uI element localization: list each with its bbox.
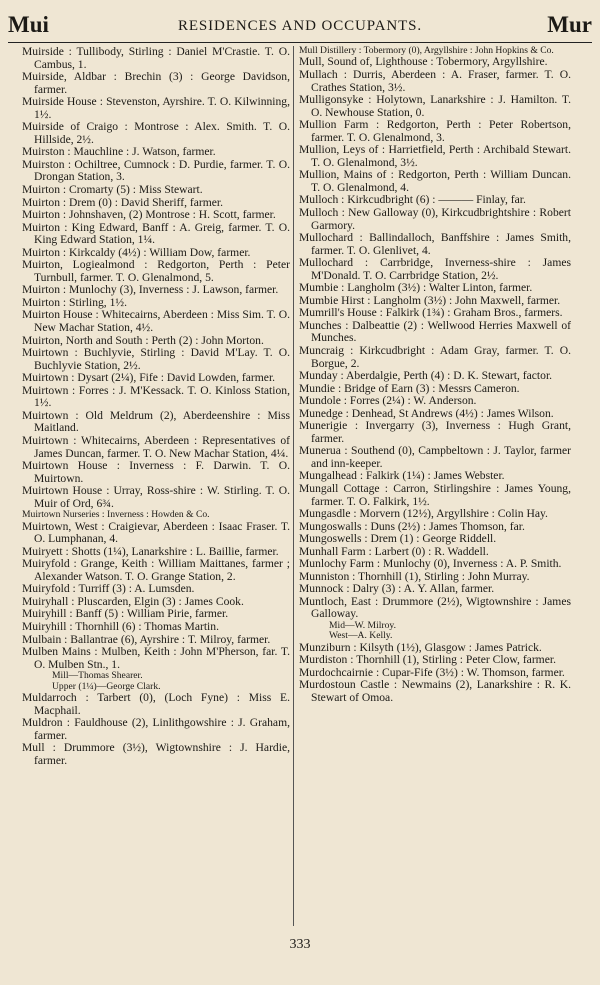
entry: Mulloch : New Galloway (0), Kirkcudbrightshire : Robert Garmory. bbox=[299, 205, 571, 232]
entry: Munziburn : Kilsyth (1½), Glasgow : James Patrick. bbox=[299, 640, 542, 654]
entry: Mungalhead : Falkirk (1¼) : James Webster. bbox=[299, 469, 505, 483]
entry: Muiryhill : Thornhill (6) : Thomas Martin. bbox=[22, 620, 219, 634]
entry: Munlochy Farm : Munlochy (0), Inverness : A. P. Smith. bbox=[299, 557, 562, 571]
entry: Muldarroch : Tarbert (0), (Loch Fyne) : Miss E. Macphail. bbox=[22, 691, 290, 717]
entry: Muirtown : Whitecairns, Aberdeen : Representatives of James Duncan, farmer. T. O. New Machar Station, 4¼. bbox=[22, 433, 290, 460]
sub-entry: Mid—W. Milroy. bbox=[329, 620, 396, 632]
entry: Mull, Sound of, Lighthouse : Tobermory, Argyllshire. bbox=[299, 55, 548, 69]
entry: Muirton : Johnshaven, (2) Montrose : H. Scott, farmer. bbox=[22, 208, 276, 222]
entry: Mundole : Forres (2¼) : W. Anderson. bbox=[299, 394, 477, 408]
entry: Munedge : Denhead, St Andrews (4½) : James Wilson. bbox=[299, 406, 554, 420]
entry: Muldron : Fauldhouse (2), Linlithgowshire : J. Graham, farmer. bbox=[22, 716, 290, 742]
entry: Mullochard : Ballindalloch, Banffshire : James Smith, farmer. T. O. Glenlivet, 4. bbox=[299, 231, 571, 257]
entry: Munnock : Dalry (3) : A. Y. Allan, farmer. bbox=[299, 582, 495, 596]
entry: Mulben Mains : Mulben, Keith : John M'Pherson, far. T. O. Mulben Stn., 1. bbox=[22, 645, 290, 671]
entry: Mull Distillery : Tobermory (0), Argyllshire : John Hopkins & Co. bbox=[299, 45, 554, 56]
entry: Muirside House : Stevenston, Ayrshire. T. O. Kilwinning, 1½. bbox=[22, 95, 290, 121]
entry: Murdostoun Castle : Newmains (2), Lanarkshire : R. K. Stewart of Omoa. bbox=[299, 678, 571, 705]
entry: Muirtown, West : Craigievar, Aberdeen : Isaac Fraser. T. O. Lumphanan, 4. bbox=[22, 519, 290, 546]
page-header bbox=[8, 12, 592, 42]
entry: Muiryfold : Grange, Keith : William Maittanes, farmer ; Alexander Watson. T. O. Grange Station, 2. bbox=[22, 557, 290, 583]
entry: Mundie : Bridge of Earn (3) : Messrs Cameron. bbox=[299, 381, 520, 395]
entry: Mungoswells : Drem (1) : George Riddell. bbox=[299, 532, 497, 546]
entry: Munday : Aberdalgie, Perth (4) : D. K. Stewart, factor. bbox=[299, 369, 553, 383]
entry: Muirston : Mauchline : J. Watson, farmer. bbox=[22, 145, 216, 159]
entry: Muirton : Munlochy (3), Inverness : J. Lawson, farmer. bbox=[22, 283, 279, 297]
entry: Muirtown : Dysart (2¼), Fife : David Lowden, farmer. bbox=[22, 371, 276, 385]
entry: Muirton House : Whitecairns, Aberdeen : Miss Sim. T. O. New Machar Station, 4½. bbox=[22, 308, 290, 335]
entry: Muirton : Kirkcaldy (4½) : William Dow, farmer. bbox=[22, 245, 251, 259]
entry: Muiryett : Shotts (1¼), Lanarkshire : L. Baillie, farmer. bbox=[22, 544, 279, 558]
entry: Muiryhall : Pluscarden, Elgin (3) : James Cook. bbox=[22, 594, 244, 608]
entry: Mumbie : Langholm (3½) : Walter Linton, farmer. bbox=[299, 281, 533, 295]
entry: Muirton, Logiealmond : Redgorton, Perth : Peter Turnbull, farmer. T. O. Glenalmond, 5. bbox=[22, 258, 290, 284]
entry: Munhall Farm : Larbert (0) : R. Waddell. bbox=[299, 544, 489, 558]
header-rule bbox=[8, 42, 592, 43]
entry: Mungall Cottage : Carron, Stirlingshire : James Young, farmer. T. O. Falkirk, 1½. bbox=[299, 482, 571, 508]
entry: Muirside, Aldbar : Brechin (3) : George Davidson, farmer. bbox=[22, 70, 290, 96]
header-right-catchword: Mur bbox=[547, 12, 592, 37]
entry: Muirtown : Buchlyvie, Stirling : David M'Lay. T. O. Buchlyvie Station, 2½. bbox=[22, 346, 290, 372]
entry: Mullion, Mains of : Redgorton, Perth : William Duncan. T. O. Glenalmond, 4. bbox=[299, 168, 571, 194]
entry: Muiryfold : Turriff (3) : A. Lumsden. bbox=[22, 582, 195, 596]
entry: Muirtown House : Inverness : F. Darwin. T. O. Muirtown. bbox=[22, 459, 290, 485]
sub-entry: West—A. Kelly. bbox=[329, 630, 393, 642]
entry: Muiryhill : Banff (5) : William Pirie, farmer. bbox=[22, 607, 229, 621]
entry: Mungoswalls : Duns (2½) : James Thomson, far. bbox=[299, 519, 525, 533]
entry: Muirton : Drem (0) : David Sheriff, farmer. bbox=[22, 195, 224, 209]
entry: Muirton, North and South : Perth (2) : John Morton. bbox=[22, 333, 264, 347]
entry: Munches : Dalbeattie (2) : Wellwood Herries Maxwell of Munches. bbox=[299, 318, 571, 345]
entry: Muncraig : Kirkcudbright : Adam Gray, farmer. T. O. Borgue, 2. bbox=[299, 343, 571, 370]
entry: Muirtown House : Urray, Ross-shire : W. Stirling. T. O. Muir of Ord, 6¾. bbox=[22, 484, 290, 510]
sub-entry: Mill—Thomas Shearer. bbox=[52, 670, 143, 682]
sub-entry: Upper (1¼)—George Clark. bbox=[52, 680, 161, 692]
page-title: RESIDENCES AND OCCUPANTS. bbox=[177, 18, 423, 34]
entry: Muirtown : Forres : J. M'Kessack. T. O. Kinloss Station, 1½. bbox=[22, 383, 290, 410]
entry: Muirton : King Edward, Banff : A. Greig, farmer. T. O. King Edward Station, 1¼. bbox=[22, 220, 290, 247]
left-column bbox=[22, 46, 290, 767]
entry: Mumrill's House : Falkirk (1¾) : Graham Bros., farmers. bbox=[299, 306, 563, 320]
entry: Mulloch : Kirkcudbright (6) : ——— Finlay, far. bbox=[299, 193, 526, 207]
entry: Mullach : Durris, Aberdeen : A. Fraser, farmer. T. O. Crathes Station, 3½. bbox=[299, 67, 571, 94]
entry: Mumbie Hirst : Langholm (3½) : John Maxwell, farmer. bbox=[299, 293, 561, 307]
entry: Murdochcairnie : Cupar-Fife (3½) : W. Thomson, farmer. bbox=[299, 665, 565, 679]
entry: Muirton : Stirling, 1½. bbox=[22, 295, 127, 309]
entry: Munerigie : Invergarry (3), Inverness : Hugh Grant, farmer. bbox=[299, 419, 571, 445]
header-left-catchword: Mui bbox=[8, 12, 49, 37]
entry: Munniston : Thornhill (1), Stirling : John Murray. bbox=[299, 569, 530, 583]
right-column bbox=[299, 46, 571, 705]
entry: Muirston : Ochiltree, Cumnock : D. Purdie, farmer. T. O. Drongan Station, 3. bbox=[22, 157, 290, 184]
entry: Munerua : Southend (0), Campbeltown : J. Taylor, farmer and inn-keeper. bbox=[299, 444, 571, 470]
page-number: 333 bbox=[289, 937, 311, 952]
entry: Mullion, Leys of : Harrietfield, Perth : Archibald Stewart. T. O. Glenalmond, 3½. bbox=[299, 143, 571, 169]
entry: Mungasdle : Morvern (12½), Argyllshire : Colin Hay. bbox=[299, 507, 548, 521]
entry: Mulbain : Ballantrae (6), Ayrshire : T. Milroy, farmer. bbox=[22, 632, 271, 646]
entry: Muirton : Cromarty (5) : Miss Stewart. bbox=[22, 183, 203, 197]
entry: Muirside : Tullibody, Stirling : Daniel M'Crastie. T. O. Cambus, 1. bbox=[22, 45, 290, 71]
entry: Mulligonsyke : Holytown, Lanarkshire : J. Hamilton. T. O. Newhouse Station, 0. bbox=[299, 93, 571, 119]
entry: Muirtown : Old Meldrum (2), Aberdeenshire : Miss Maitland. bbox=[22, 408, 290, 435]
entry: Mullion Farm : Redgorton, Perth : Peter Robertson, farmer. T. O. Glenalmond, 3. bbox=[299, 118, 571, 144]
entry: Murdiston : Thornhill (1), Stirling : Peter Clow, farmer. bbox=[299, 653, 556, 667]
entry: Muntloch, East : Drummore (2½), Wigtownshire : James Galloway. bbox=[299, 594, 571, 621]
column-divider bbox=[293, 46, 294, 926]
entry: Mull : Drummore (3½), Wigtownshire : J. Hardie, farmer. bbox=[22, 741, 290, 767]
entry: Muirtown Nurseries : Inverness : Howden & Co. bbox=[22, 509, 210, 521]
entry: Muirside of Craigo : Montrose : Alex. Smith. T. O. Hillside, 2½. bbox=[22, 120, 290, 146]
entry: Mullochard : Carrbridge, Inverness-shire : James M'Donald. T. O. Carrbridge Station, 2½. bbox=[299, 256, 571, 282]
